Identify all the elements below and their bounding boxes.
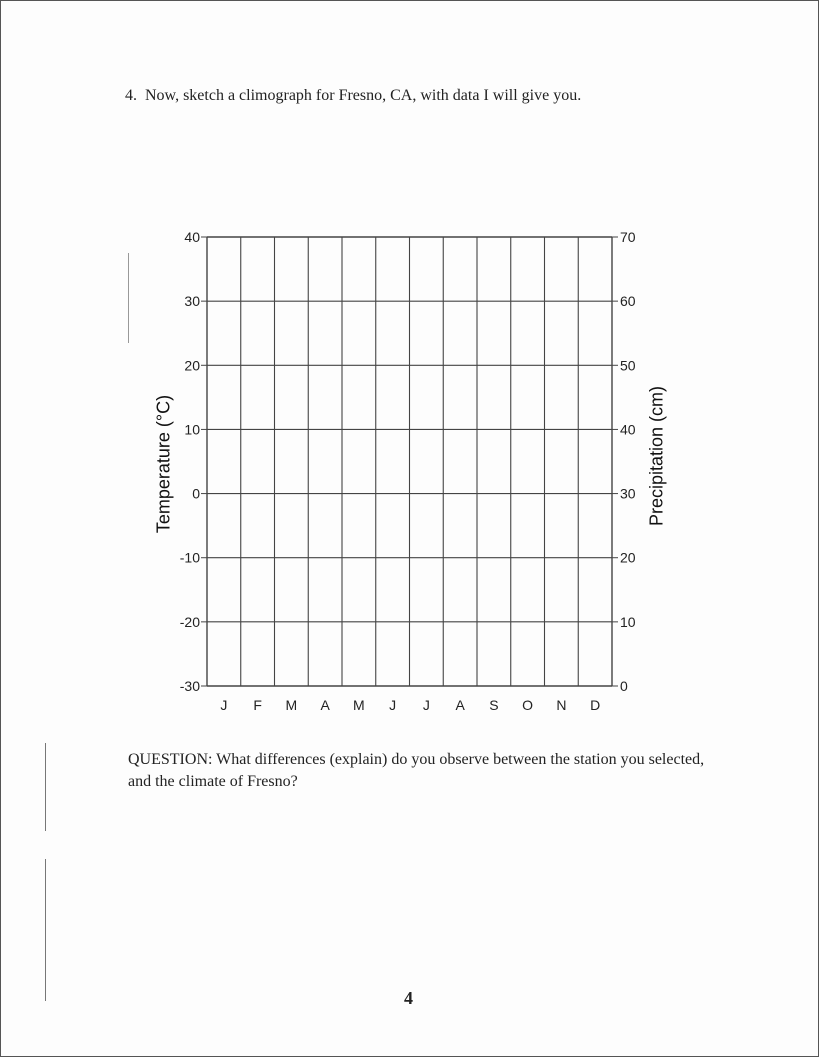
y-axis-left-title: Temperature (°C) (153, 394, 174, 534)
right-tick-label: 30 (620, 485, 636, 502)
right-tick-label: 70 (620, 229, 636, 245)
month-label: F (253, 697, 262, 713)
month-label: N (556, 697, 567, 713)
month-label: J (389, 697, 397, 713)
month-label: M (353, 697, 365, 713)
left-tick-label: 40 (184, 229, 200, 245)
left-tick-label: 20 (184, 357, 200, 374)
right-tick-label: 50 (620, 357, 636, 374)
right-tick-label: 20 (620, 549, 636, 566)
month-label: S (489, 697, 499, 713)
month-label: A (455, 697, 465, 713)
climograph-grid (1, 1, 819, 761)
month-label: J (422, 697, 430, 713)
question-4-text: Now, sketch a climograph for Fresno, CA, with data I will give you. (145, 87, 582, 104)
left-tick-label: 10 (184, 421, 200, 438)
question-text: QUESTION: What differences (explain) do you observe between the station you selected, and the climate of Fresno? (128, 751, 705, 790)
question-number: 4. (125, 87, 137, 104)
y-axis-right-title: Precipitation (cm) (646, 385, 667, 527)
right-tick-label: 40 (620, 421, 636, 438)
right-tick-label: 0 (620, 678, 628, 694)
month-label: M (285, 697, 298, 713)
left-tick-label: 0 (192, 485, 200, 502)
left-margin-line (45, 859, 46, 1001)
right-tick-label: 10 (620, 613, 636, 630)
right-tick-label: 60 (620, 293, 636, 310)
month-label: D (590, 697, 601, 713)
left-tick-label: -30 (179, 678, 200, 694)
left-tick-label: -10 (179, 549, 200, 566)
left-tick-label: 30 (184, 293, 200, 310)
page-number: 4 (404, 988, 413, 1008)
left-tick-label: -20 (179, 613, 200, 630)
month-label: J (220, 697, 228, 713)
month-label: A (320, 697, 330, 713)
month-label: O (522, 697, 534, 713)
